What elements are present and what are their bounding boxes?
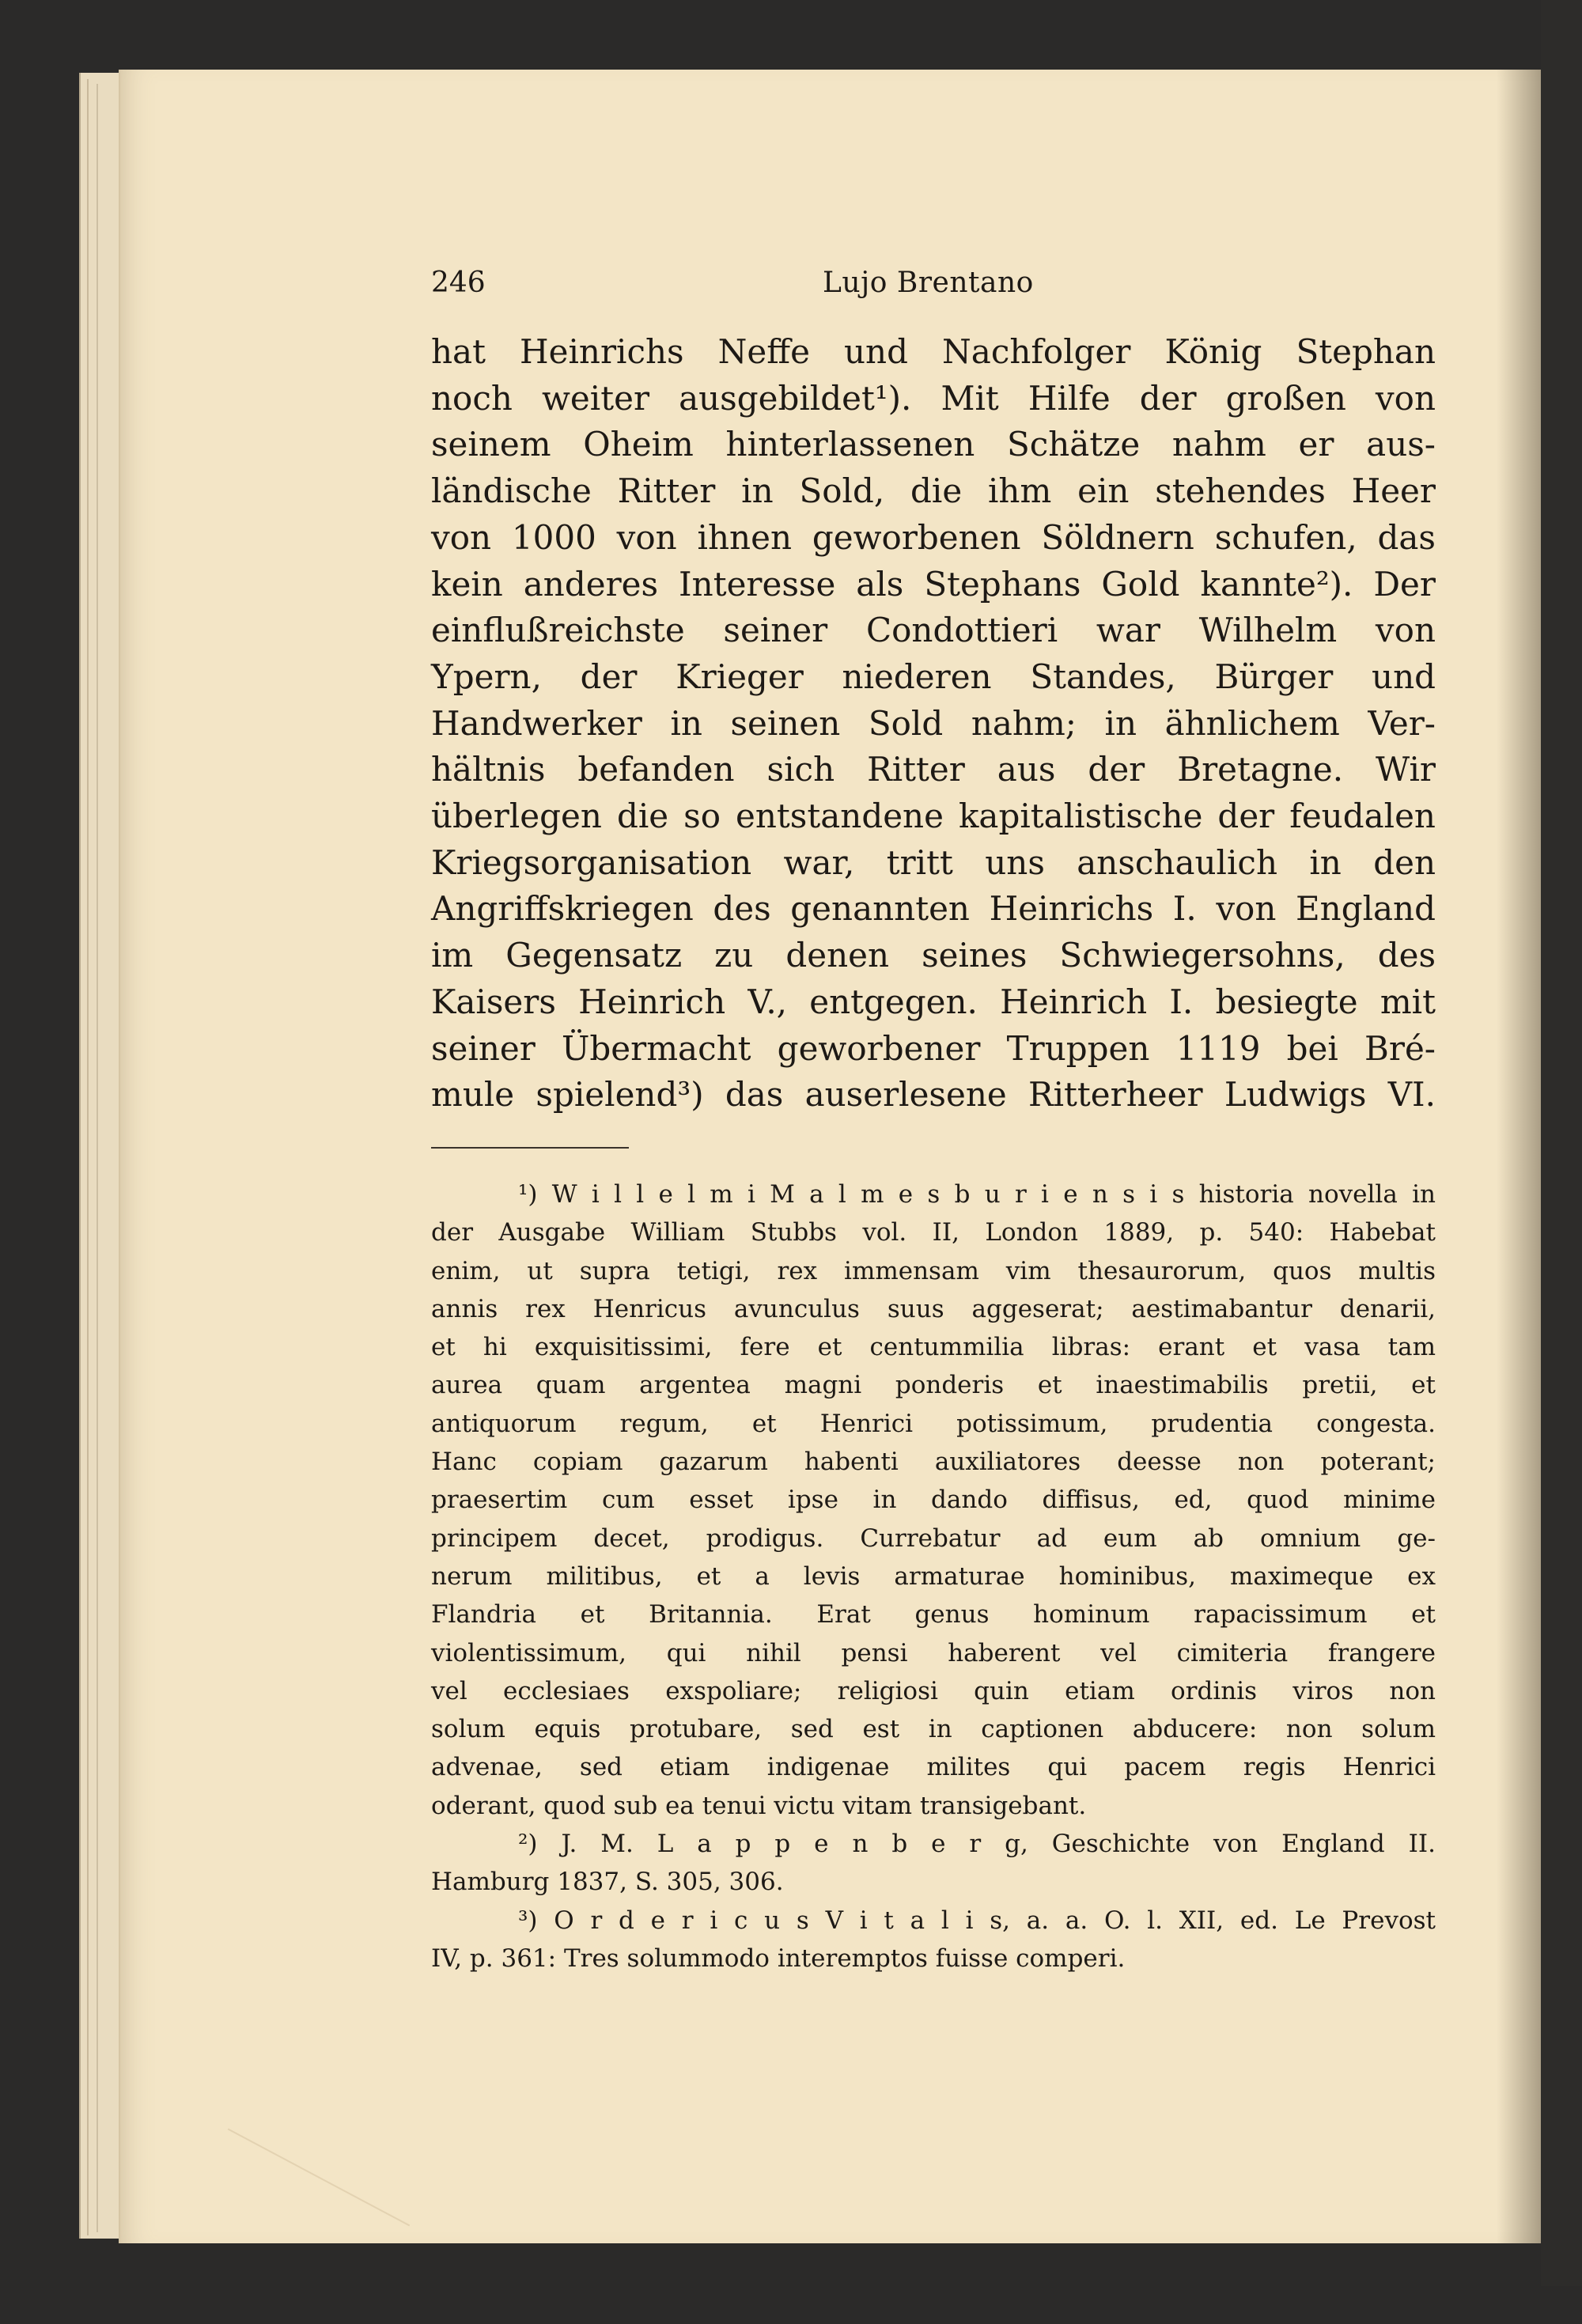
footnote-line: antiquorum regum, et Henrici potissimum, prudentia congesta.: [431, 1409, 1436, 1438]
footnote-line: advenae, sed etiam indigenae milites qui pacem regis Henrici: [431, 1753, 1436, 1782]
body-line: Handwerker in seinen Sold nahm; in ähnlichem Ver-: [431, 703, 1436, 743]
page-text: [431, 261, 1436, 1978]
footnote-line: Flandria et Britannia. Erat genus hominum rapacissimum et: [431, 1600, 1436, 1629]
body-line: hat Heinrichs Neffe und Nachfolger König Stephan: [431, 332, 1436, 371]
footnote-line: IV, p. 361: Tres solummodo interemptos fuisse comperi.: [431, 1944, 1126, 1973]
footnotes: [431, 1175, 1436, 1978]
page-number: 246: [431, 267, 486, 299]
facing-page-edge: [1541, 0, 1582, 2286]
footnote-line: oderant, quod sub ea tenui victu vitam transigebant.: [431, 1791, 1087, 1820]
spine-shadow: [1497, 70, 1544, 2243]
body-line: von 1000 von ihnen geworbenen Söldnern schufen, das: [431, 517, 1436, 557]
body-line: seinem Oheim hinterlassenen Schätze nahm er aus-: [431, 425, 1436, 464]
running-head: Lujo Brentano: [823, 267, 1034, 299]
footnote-line: principem decet, prodigus. Currebatur ad eum ab omnium ge-: [431, 1523, 1436, 1553]
body-line: mule spielend³) das auserlesene Ritterheer Ludwigs VI.: [431, 1075, 1436, 1115]
footnote-line: praesertim cum esset ipse in dando diffisus, ed, quod minime: [431, 1486, 1436, 1515]
body-line: überlegen die so entstandene kapitalistische der feudalen: [431, 797, 1436, 836]
footnote-rule: [431, 1147, 629, 1149]
body-line: noch weiter ausgebildet¹). Mit Hilfe der großen von: [431, 378, 1436, 418]
footnote-line: aurea quam argentea magni ponderis et inaestimabilis pretii, et: [431, 1371, 1436, 1400]
footnote-line: enim, ut supra tetigi, rex immensam vim thesaurorum, quos multis: [431, 1256, 1436, 1285]
body-line: seiner Übermacht geworbener Truppen 1119 bei Bré-: [431, 1028, 1436, 1068]
corner-fold-mark: [176, 2129, 410, 2324]
footnote-line: violentissimum, qui nihil pensi haberent vel cimiteria frangere: [431, 1638, 1436, 1667]
body-line: Kriegsorganisation war, tritt uns anschaulich in den: [431, 842, 1436, 882]
footnote-line: ²) J. M. L a p p e n b e r g, Geschichte von England II.: [518, 1830, 1436, 1858]
body-line: einflußreichste seiner Condottieri war Wilhelm von: [431, 611, 1436, 650]
footnote-line: annis rex Henricus avunculus suus aggeserat; aestimabantur denarii,: [431, 1294, 1436, 1323]
body-line: Ypern, der Krieger niederen Standes, Bürger und: [431, 657, 1436, 696]
footnote-line: ¹) W i l l e l m i M a l m e s b u r i e n s i s historia novella in: [518, 1179, 1436, 1209]
body-line: kein anderes Interesse als Stephans Gold kannte²). Der: [431, 564, 1436, 604]
body-line: ländische Ritter in Sold, die ihm ein stehendes Heer: [431, 471, 1436, 511]
footnote-line: et hi exquisitissimi, fere et centummilia libras: erant et vasa tam: [431, 1333, 1436, 1362]
body-line: im Gegensatz zu denen seines Schwiegersohns, des: [431, 936, 1436, 975]
footnote-line: ³) O r d e r i c u s V i t a l i s, a. a. O. l. XII, ed. Le Prevost: [518, 1906, 1436, 1935]
body-line: Angriffskriegen des genannten Heinrichs I. von England: [431, 889, 1436, 929]
footnote-line: vel ecclesiaes exspoliare; religiosi quin etiam ordinis viros non: [431, 1676, 1436, 1705]
body-paragraph: [431, 329, 1436, 1118]
page-header: [431, 261, 1436, 305]
footnote-line: der Ausgabe William Stubbs vol. II, London 1889, p. 540: Habebat: [431, 1218, 1436, 1247]
footnote-line: Hamburg 1837, S. 305, 306.: [431, 1868, 784, 1897]
footnote-line: Hanc copiam gazarum habenti auxiliatores deesse non poterant;: [431, 1448, 1436, 1477]
body-line: hältnis befanden sich Ritter aus der Bretagne. Wir: [431, 750, 1436, 789]
footnote-line: nerum militibus, et a levis armaturae hominibus, maximeque ex: [431, 1561, 1436, 1591]
body-line: Kaisers Heinrich V., entgegen. Heinrich I. besiegte mit: [431, 982, 1436, 1021]
footnote-line: solum equis protubare, sed est in captionen abducere: non solum: [431, 1715, 1436, 1744]
